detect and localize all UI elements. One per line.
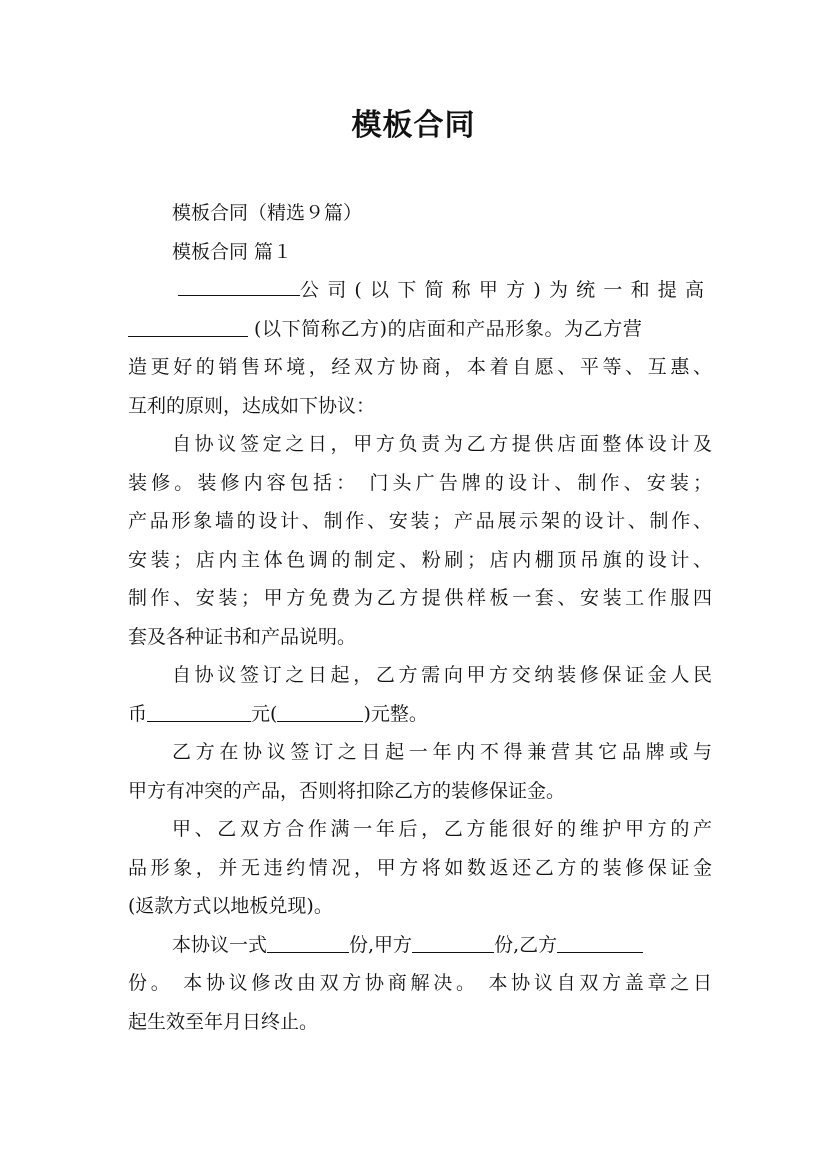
document-body: [128, 194, 712, 1041]
paragraph-4-line-1: 乙方在协议签订之日起一年内不得兼营其它品牌或与: [172, 741, 712, 763]
paragraph-6-text-b: 份,甲方: [349, 933, 413, 956]
amount-words-blank: [277, 701, 363, 722]
paragraph-5-line-3: (返款方式以地板兑现)。: [128, 895, 333, 917]
paragraph-6-line-1: [128, 926, 712, 965]
paragraph-5-line-1: 甲、乙双方合作满一年后，乙方能很好的维护甲方的产: [172, 818, 712, 840]
copies-total-blank: [267, 932, 349, 953]
paragraph-2-line-1: 自协议签定之日，甲方负责为乙方提供店面整体设计及: [172, 433, 712, 455]
paragraph-6-line-2: 份。 本协议修改由双方协商解决。 本协议自双方盖章之日: [128, 972, 712, 994]
document-title: 模板合同: [351, 108, 476, 143]
amount-blank: [147, 701, 251, 722]
paragraph-3-text-b: 元(: [251, 702, 278, 725]
paragraph-3-text-c: )元整。: [363, 702, 428, 725]
copies-party-b-blank: [557, 932, 643, 953]
document-subtitle: 模板合同（精选９篇）: [172, 202, 363, 224]
paragraph-1-text-2: (以下简称乙方)的店面和产品形象。为乙方营: [254, 317, 643, 340]
paragraph-3-text-a: 币: [128, 702, 148, 725]
paragraph-6-text-c: 份,乙方: [494, 933, 558, 956]
copies-party-a-blank: [412, 932, 494, 953]
company-name-blank: [178, 275, 300, 296]
paragraph-2-line-3: 产品形象墙的设计、制作、安装；产品展示架的设计、制作、: [128, 510, 712, 532]
paragraph-1-line-1: [128, 271, 712, 310]
paragraph-6-text-a: 本协议一式: [172, 933, 268, 956]
paragraph-4-line-2: 甲方有冲突的产品，否则将扣除乙方的装修保证金。: [128, 779, 566, 802]
paragraph-1-line-3: 造更好的销售环境，经双方协商，本着自愿、平等、互惠、: [128, 356, 712, 378]
paragraph-2-line-6: 套及各种证书和产品说明。: [128, 625, 357, 648]
paragraph-6-line-3: 起生效至年月日终止。: [128, 1010, 319, 1033]
paragraph-1-line-4: 互利的原则，达成如下协议：: [128, 394, 376, 417]
paragraph-2-line-2: 装修。装修内容包括： 门头广告牌的设计、制作、安装；: [128, 471, 712, 494]
section-heading: 模板合同 篇１: [172, 240, 293, 263]
paragraph-3-line-1: 自协议签订之日起，乙方需向甲方交纳装修保证金人民: [172, 664, 712, 686]
paragraph-3-line-2: [128, 695, 712, 734]
paragraph-1-text-1: 公司(以下简称甲方)为统一和提高: [300, 279, 712, 301]
party-b-name-blank: [128, 316, 248, 337]
paragraph-5-line-2: 品形象，并无违约情况，甲方将如数返还乙方的装修保证金: [128, 856, 712, 879]
paragraph-1-line-2: [128, 310, 712, 349]
paragraph-2-line-4: 安装；店内主体色调的制定、粉刷；店内棚顶吊旗的设计、: [128, 548, 712, 571]
paragraph-2-line-5: 制作、安装；甲方免费为乙方提供样板一套、安装工作服四: [128, 587, 712, 609]
